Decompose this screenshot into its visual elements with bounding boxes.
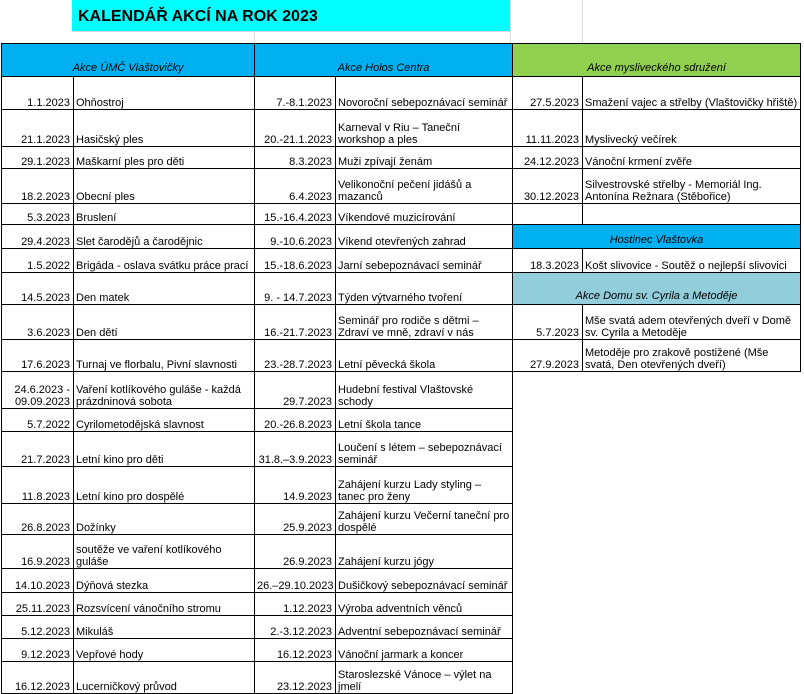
table-row [2,340,255,372]
event-date: 5.7.2022 [2,409,74,432]
event-date: 3.6.2023 [2,305,74,340]
table-row [255,504,513,535]
event-date: 24.12.2023 [513,147,583,169]
table-row [255,467,513,504]
event-date: 16.9.2023 [2,535,74,569]
myslivci-header: Akce mysliveckého sdružení [513,44,801,77]
event-name: soutěže ve vaření kotlíkového guláše [74,535,255,569]
table-row [255,432,513,467]
event-date: 18.3.2023 [513,249,583,273]
table-row [255,204,513,225]
event-name: Letní škola tance [336,409,513,432]
table-row [255,169,513,204]
table-row [2,273,255,305]
table-row [2,504,255,535]
table-row [2,110,255,147]
event-date: 6.4.2023 [255,169,336,204]
event-name: Karneval v Riu – Taneční workshop a ples [336,110,513,147]
event-name: Cyrilometodějská slavnost [74,409,255,432]
event-date: 8.3.2023 [255,147,336,169]
event-date: 11.8.2023 [2,467,74,504]
event-name: Dušičkový sebepoznávací seminář [336,569,513,593]
hostinec-header: Hostinec Vlaštovka [513,225,801,249]
event-name: Slet čarodějů a čarodějnic [74,225,255,249]
table-row [255,662,513,694]
table-row [255,249,513,273]
table-row [513,249,801,273]
table-row [2,569,255,593]
table-row [255,77,513,110]
event-date: 29.4.2023 [2,225,74,249]
event-date: 14.10.2023 [2,569,74,593]
event-name: Hudební festival Vlaštovské schody [336,372,513,409]
event-date: 17.6.2023 [2,340,74,372]
table-row [2,409,255,432]
event-date: 18.2.2023 [2,169,74,204]
event-date: 21.1.2023 [2,110,74,147]
event-date: 26.9.2023 [255,535,336,569]
table-row [2,169,255,204]
event-date: 23.12.2023 [255,662,336,694]
event-date: 20.-26.8.2023 [255,409,336,432]
table-row [513,77,801,110]
event-name: Týden výtvarného tvoření [336,273,513,305]
table-row [513,204,801,225]
table-row [513,110,801,147]
table-row [255,535,513,569]
event-name: Dýňová stezka [74,569,255,593]
event-date: 31.8.–3.9.2023 [255,432,336,467]
dum-header: Akce Domu sv. Cyrila a Metoděje [513,273,801,305]
event-name: Brigáda - oslava svátku práce prací [74,249,255,273]
event-name: Obecní ples [74,169,255,204]
event-name: Adventní sebepoznávací seminář [336,616,513,639]
event-date: 1.12.2023 [255,593,336,616]
table-row [255,110,513,147]
event-date: 21.7.2023 [2,432,74,467]
table-row [2,662,255,694]
event-name: Vepřové hody [74,639,255,662]
event-name: Zahájení kurzu jógy [336,535,513,569]
table-row [2,535,255,569]
event-date: 27.9.2023 [513,340,583,372]
table-row [255,639,513,662]
event-date: 25.11.2023 [2,593,74,616]
table-row [255,569,513,593]
event-name: Letní kino pro děti [74,432,255,467]
event-date: 29.7.2023 [255,372,336,409]
table-row [255,409,513,432]
event-name: Bruslení [74,204,255,225]
holos-header: Akce Holos Centra [255,44,513,77]
event-date: 5.7.2023 [513,305,583,340]
holos-events-table [254,43,513,694]
table-row [2,467,255,504]
table-row [2,204,255,225]
table-row [255,273,513,305]
right-events-table [512,43,801,372]
event-date: 20.-21.1.2023 [255,110,336,147]
event-name: Den dětí [74,305,255,340]
event-date: 11.11.2023 [513,110,583,147]
event-name: Turnaj ve florbalu, Pivní slavnosti [74,340,255,372]
event-name: Muži zpívají ženám [336,147,513,169]
event-name: Košt slivovice - Soutěž o nejlepší slivovici [583,249,801,273]
event-date: 16.-21.7.2023 [255,305,336,340]
event-date: 7.-8.1.2023 [255,77,336,110]
event-date: 30.12.2023 [513,169,583,204]
event-date: 9. - 14.7.2023 [255,273,336,305]
event-name: Zahájení kurzu Večerní taneční pro dospělé [336,504,513,535]
table-row [513,340,801,372]
event-name: Smažení vajec a střelby (Vlaštovičky hřiště) [583,77,801,110]
event-date: 29.1.2023 [2,147,74,169]
table-row [2,249,255,273]
event-date: 25.9.2023 [255,504,336,535]
event-date: 26.8.2023 [2,504,74,535]
table-row [255,225,513,249]
table-row [2,372,255,409]
event-name: Víkendové muzicírování [336,204,513,225]
umc-header: Akce ÚMČ Vlaštovičky [2,44,255,77]
event-date: 16.12.2023 [255,639,336,662]
event-name: Vánoční jarmark a koncer [336,639,513,662]
event-date: 5.12.2023 [2,616,74,639]
event-date: 9.-10.6.2023 [255,225,336,249]
event-name: Maškarní ples pro děti [74,147,255,169]
event-name: Rozsvícení vánočního stromu [74,593,255,616]
table-row [2,305,255,340]
event-name: Letní pěvecká škola [336,340,513,372]
event-name: Myslivecký večírek [583,110,801,147]
event-date: 5.3.2023 [2,204,74,225]
event-date: 15.-18.6.2023 [255,249,336,273]
event-name: Staroslezské Vánoce – výlet na jmelí [336,662,513,694]
table-row [2,639,255,662]
event-date: 14.9.2023 [255,467,336,504]
table-row [255,147,513,169]
event-date: 2.-3.12.2023 [255,616,336,639]
event-name: Den matek [74,273,255,305]
event-name: Vánoční krmení zvěře [583,147,801,169]
table-row [255,593,513,616]
event-date: 9.12.2023 [2,639,74,662]
event-date: 1.1.2023 [2,77,74,110]
event-name: Hasičský ples [74,110,255,147]
table-row [255,340,513,372]
event-name: Jarní sebepoznávací seminář [336,249,513,273]
event-date: 27.5.2023 [513,77,583,110]
event-name: Silvestrovské střelby - Memoriál Ing. Antonína Režnara (Stěbořice) [583,169,801,204]
event-date: 15.-16.4.2023 [255,204,336,225]
table-row [255,616,513,639]
event-name: Velikonoční pečení jidášů a mazanců [336,169,513,204]
event-name: Výroba adventních věnců [336,593,513,616]
table-row [255,305,513,340]
table-row [2,616,255,639]
event-name: Vaření kotlíkového guláše - každá prázdninová sobota [74,372,255,409]
table-row [513,147,801,169]
event-name: Mikuláš [74,616,255,639]
umc-events-table [1,43,255,694]
event-name: Lucerničkový průvod [74,662,255,694]
table-row [255,372,513,409]
event-name: Mše svatá adem otevřených dveří v Domě sv. Cyrila a Metoděje [583,305,801,340]
page-title: KALENDÁŘ AKCÍ NA ROK 2023 [72,0,510,31]
event-name: Dožínky [74,504,255,535]
table-row [2,77,255,110]
event-name: Metoděje pro zrakově postižené (Mše svatá, Den otevřených dveří) [583,340,801,372]
event-name: Ohňostroj [74,77,255,110]
table-row [2,225,255,249]
table-row [2,147,255,169]
table-row [2,432,255,467]
event-name: Novoroční sebepoznávací seminář [336,77,513,110]
event-name: Loučení s létem – sebepoznávací seminář [336,432,513,467]
table-row [513,169,801,204]
event-date: 14.5.2023 [2,273,74,305]
event-date: 26.–29.10.2023 [255,569,336,593]
event-name: Zahájení kurzu Lady styling – tanec pro ženy [336,467,513,504]
event-name: Víkend otevřených zahrad [336,225,513,249]
table-row [2,593,255,616]
event-name: Letní kino pro dospělé [74,467,255,504]
event-date: 1.5.2022 [2,249,74,273]
event-name: Seminář pro rodiče s dětmi – Zdraví ve mně, zdraví v nás [336,305,513,340]
event-date: 23.-28.7.2023 [255,340,336,372]
event-date: 16.12.2023 [2,662,74,694]
table-row [513,305,801,340]
event-date: 24.6.2023 - 09.09.2023 [2,372,74,409]
